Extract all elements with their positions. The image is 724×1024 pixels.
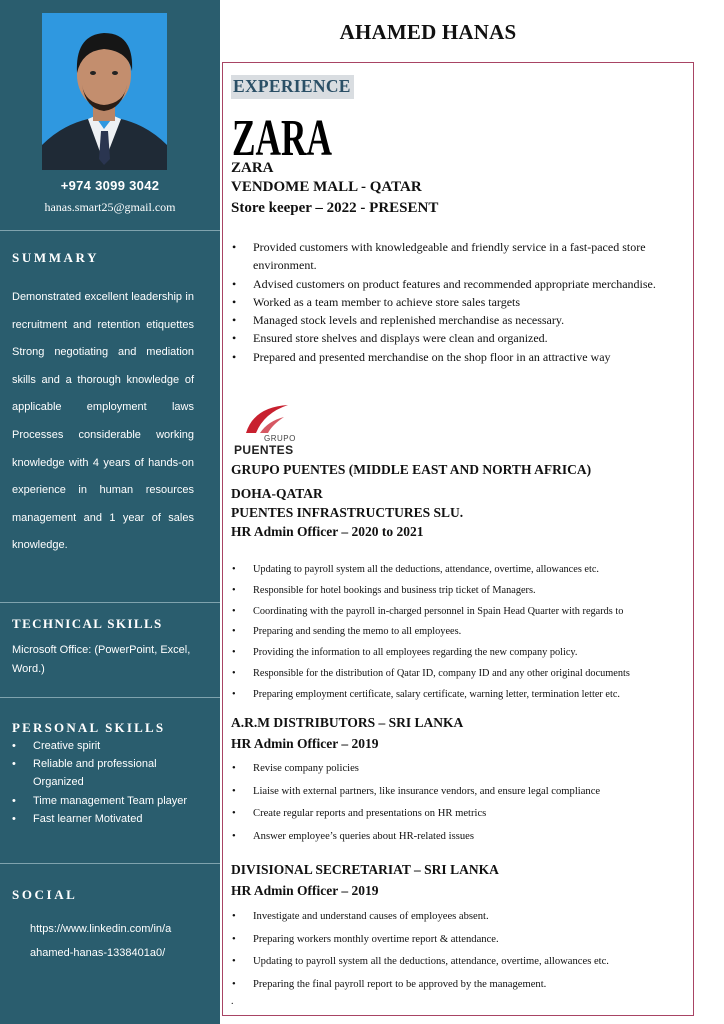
zara-logo-mark [232, 116, 334, 158]
trailing-mark: . [231, 996, 234, 1007]
list-item: • Revise company policies [231, 758, 671, 781]
list-item: • Prepared and presented merchandise on the shop floor in an attractive way [231, 348, 671, 366]
list-item: • Responsible for the distribution of Qatar ID, company ID and any other original documents [231, 664, 671, 685]
list-item: • Answer employee’s queries about HR-related issues [231, 826, 671, 849]
linkedin-link[interactable]: https://www.linkedin.com/in/a ahamed-hanas-1338401a0/ [30, 923, 172, 959]
puentes-logo-word: PUENTES [234, 443, 294, 457]
profile-photo [42, 13, 167, 170]
list-item: • Advised customers on product features and recommended appropriate merchandise. [231, 275, 671, 293]
job-role: Store keeper – 2022 - PRESENT [231, 200, 439, 216]
job-duties-list [231, 906, 671, 996]
personal-skills-list [12, 737, 202, 828]
list-item: • Managed stock levels and replenished merchandise as necessary. [231, 311, 671, 329]
job-role: HR Admin Officer – 2019 [231, 883, 379, 898]
zara-logo-text: ZARA [232, 116, 333, 158]
job-duties-list [231, 560, 671, 706]
list-item: • Time management Team player [12, 792, 202, 810]
company-name: ZARA [231, 160, 274, 176]
list-item: • Worked as a team member to achieve store sales targets [231, 293, 671, 311]
technical-skills-heading: TECHNICAL SKILLS [12, 616, 163, 631]
list-item: • Preparing the final payroll report to be approved by the management. [231, 974, 671, 997]
sidebar [0, 0, 220, 1024]
list-item: • Ensured store shelves and displays were clean and organized. [231, 329, 671, 347]
list-item: • Investigate and understand causes of employees absent. [231, 906, 671, 929]
company-location: DOHA-QATAR [231, 486, 323, 501]
personal-skills-heading: PERSONAL SKILLS [12, 720, 166, 735]
list-item: • Updating to payroll system all the deductions, attendance, overtime, allowances etc. [231, 560, 671, 581]
list-item: • Coordinating with the payroll in-charged personnel in Spain Head Quarter with regards to [231, 602, 671, 623]
job-role: HR Admin Officer – 2019 [231, 736, 379, 751]
list-item: • Providing the information to all employees regarding the new company policy. [231, 643, 671, 664]
list-item: • Preparing workers monthly overtime report & attendance. [231, 929, 671, 952]
job-role: HR Admin Officer – 2020 to 2021 [231, 524, 424, 539]
divider [0, 602, 220, 603]
company-name: A.R.M DISTRIBUTORS – SRI LANKA [231, 715, 464, 730]
experience-heading: EXPERIENCE [231, 75, 354, 99]
list-item: • Preparing employment certificate, salary certificate, warning letter, termination letter etc. [231, 685, 671, 706]
list-item: • Responsible for hotel bookings and business trip ticket of Managers. [231, 581, 671, 602]
list-item: • Preparing and sending the memo to all employees. [231, 622, 671, 643]
puentes-logo-small: GRUPO [264, 434, 296, 443]
list-item: • Updating to payroll system all the deductions, attendance, overtime, allowances etc. [231, 951, 671, 974]
company-name: DIVISIONAL SECRETARIAT – SRI LANKA [231, 862, 499, 877]
company-location: VENDOME MALL - QATAR [231, 179, 422, 195]
list-item: • Reliable and professional Organized [12, 755, 202, 791]
email-address: hanas.smart25@gmail.com [44, 200, 176, 214]
page-title: AHAMED HANAS [339, 20, 517, 44]
divider [0, 230, 220, 231]
divider [0, 863, 220, 864]
phone-number: +974 3099 3042 [60, 178, 160, 193]
job-duties-list [231, 758, 671, 848]
company-entity: PUENTES INFRASTRUCTURES SLU. [231, 505, 464, 520]
company-name: GRUPO PUENTES (MIDDLE EAST AND NORTH AFRICA) [231, 462, 592, 477]
zara-logo [232, 116, 334, 163]
divider [0, 697, 220, 698]
list-item: • Creative spirit [12, 737, 202, 755]
technical-skills-text: Microsoft Office: (PowerPoint, Excel, Word.) [12, 644, 191, 675]
job-duties-list [231, 238, 671, 366]
summary-heading: SUMMARY [12, 250, 100, 265]
puentes-swoosh-icon [240, 403, 296, 437]
list-item: • Liaise with external partners, like insurance vendors, and ensure legal compliance [231, 781, 671, 804]
list-item: • Create regular reports and presentations on HR metrics [231, 803, 671, 826]
social-heading: SOCIAL [12, 887, 78, 902]
summary-text: Demonstrated excellent leadership in recruitment and retention etiquettes Strong negotiating and mediation skills and a thorough knowledge of applicable employment laws Processes considerable working knowledge with 4 years of hands-on experience in human resources management and 1 year of sales knowledge. [12, 291, 194, 552]
list-item: • Provided customers with knowledgeable and friendly service in a fast-paced store environment. [231, 238, 671, 275]
list-item: • Fast learner Motivated [12, 810, 202, 828]
puentes-logo [234, 403, 314, 457]
